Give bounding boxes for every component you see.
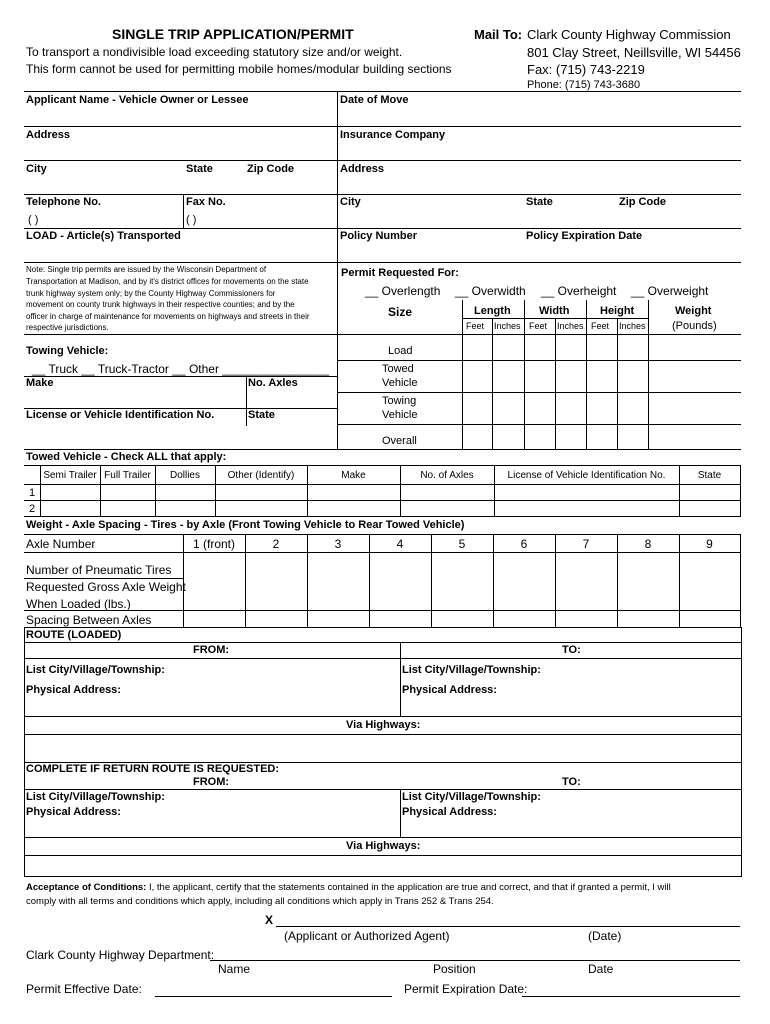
width-header: Width xyxy=(539,305,570,317)
length-inches-subheader: Inches xyxy=(494,321,521,331)
towing-axles-label: No. Axles xyxy=(248,377,298,389)
axle-number-9: 9 xyxy=(706,537,713,551)
pounds-subheader: (Pounds) xyxy=(672,320,717,332)
route-to-label: TO: xyxy=(562,644,581,656)
insurance-address-label: Address xyxy=(340,163,385,175)
return-via-label: Via Highways: xyxy=(346,840,421,852)
load-field[interactable] xyxy=(25,244,335,261)
return-to-label: TO: xyxy=(562,776,581,788)
address-field[interactable] xyxy=(25,142,335,159)
length-header: Length xyxy=(474,305,511,317)
axle-number-3: 3 xyxy=(334,537,342,551)
axle-spacing-label: Spacing Between Axles xyxy=(26,613,152,627)
applicant-name-field[interactable] xyxy=(25,108,335,125)
towed-col-full: Full Trailer xyxy=(104,470,151,481)
axle-number-2: 2 xyxy=(272,537,280,551)
weight-header: Weight xyxy=(675,305,712,317)
dept-position-caption: Position xyxy=(433,962,476,976)
policy-field[interactable] xyxy=(338,244,738,261)
return-from-address-label: Physical Address: xyxy=(26,806,121,818)
route-from-address-label: Physical Address: xyxy=(26,684,121,696)
length-feet-subheader: Feet xyxy=(466,321,485,331)
axle-number-label: Axle Number xyxy=(26,537,96,551)
acceptance-text-2: comply with all terms and conditions which apply, including all conditions which apply in Trans 252 & Trans 254. xyxy=(26,896,494,907)
highway-department-label: Clark County Highway Department: xyxy=(26,948,215,962)
city-state-zip-field[interactable] xyxy=(25,176,335,193)
towed-col-axles: No. of Axles xyxy=(420,470,474,481)
towing-license-label: License or Vehicle Identification No. xyxy=(26,409,215,421)
fax-label: Fax No. xyxy=(186,196,226,208)
towing-vehicle-label: Towing Vehicle: xyxy=(26,345,109,357)
state-label: State xyxy=(186,163,213,175)
towed-col-make: Make xyxy=(341,470,366,481)
towed-row-1: 1 xyxy=(28,487,36,499)
overlength-checkbox[interactable]: __ Overlength xyxy=(365,284,441,298)
dept-date-caption: Date xyxy=(588,962,614,976)
policy-expiration-label: Policy Expiration Date xyxy=(526,230,643,242)
pneumatic-tires-label: Number of Pneumatic Tires xyxy=(26,563,172,577)
form-title: SINGLE TRIP APPLICATION/PERMIT xyxy=(112,26,354,42)
return-to-city-label: List City/Village/Township: xyxy=(402,791,541,803)
height-feet-subheader: Feet xyxy=(591,321,610,331)
acceptance-text: Acceptance of Conditions: I, the applicant, certify that the statements contained in the application are true and correct, and that if granted a permit, I will xyxy=(26,882,671,893)
insurance-zip-label: Zip Code xyxy=(619,196,667,208)
towed-col-state: State xyxy=(697,470,722,481)
fax-field[interactable]: ( ) xyxy=(186,214,197,226)
overheight-checkbox[interactable]: __ Overheight xyxy=(541,284,617,298)
insurance-company-field[interactable] xyxy=(338,142,738,159)
route-from-city-label: List City/Village/Township: xyxy=(26,664,165,676)
route-to-field[interactable] xyxy=(402,699,739,715)
applicant-agent-caption: (Applicant or Authorized Agent) xyxy=(284,929,450,943)
insurance-address-field[interactable] xyxy=(338,176,738,193)
mail-phone: Phone: (715) 743-3680 xyxy=(527,79,641,91)
width-inches-subheader: Inches xyxy=(557,321,584,331)
size-row-towing: Towing xyxy=(382,395,417,407)
towed-vehicle-title: Towed Vehicle - Check ALL that apply: xyxy=(26,451,227,463)
date-of-move-label: Date of Move xyxy=(340,94,409,106)
gross-axle-weight-label: Requested Gross Axle Weight xyxy=(26,580,186,594)
axle-number-4: 4 xyxy=(396,537,404,551)
height-inches-subheader: Inches xyxy=(619,321,646,331)
telephone-field[interactable]: ( ) xyxy=(28,214,39,226)
route-via-field[interactable] xyxy=(25,735,739,761)
applicant-date-caption: (Date) xyxy=(588,929,622,943)
towed-col-semi: Semi Trailer xyxy=(43,470,97,481)
insurance-company-label: Insurance Company xyxy=(340,129,446,141)
towing-vehicle-options[interactable]: __ Truck __ Truck-Tractor __ Other ________________ xyxy=(32,362,330,376)
mail-line-2: 801 Clay Street, Neillsville, WI 54456 xyxy=(527,45,741,60)
route-from-label: FROM: xyxy=(193,644,230,656)
applicant-signature-field[interactable] xyxy=(276,910,740,926)
towed-col-dollies: Dollies xyxy=(169,470,200,481)
overweight-checkbox[interactable]: __ Overweight xyxy=(631,284,709,298)
form-subtitle-2: This form cannot be used for permitting mobile homes/modular building sections xyxy=(26,62,452,76)
acceptance-label: Acceptance of Conditions: xyxy=(26,882,147,893)
form-subtitle: To transport a nondivisible load exceeding statutory size and/or weight. xyxy=(26,45,403,59)
permit-effective-field[interactable] xyxy=(155,980,392,996)
permit-expiration-label: Permit Expiration Date: xyxy=(404,982,528,996)
city-label: City xyxy=(26,163,47,175)
route-from-field[interactable] xyxy=(25,699,398,715)
return-from-label: FROM: xyxy=(193,776,230,788)
zip-label: Zip Code xyxy=(247,163,295,175)
overwidth-checkbox[interactable]: __ Overwidth xyxy=(455,284,526,298)
axle-number-6: 6 xyxy=(520,537,528,551)
width-feet-subheader: Feet xyxy=(529,321,548,331)
axle-number-8: 8 xyxy=(644,537,652,551)
axle-title: Weight - Axle Spacing - Tires - by Axle (Front Towing Vehicle to Rear Towed Vehicle) xyxy=(26,519,465,531)
route-loaded-title: ROUTE (LOADED) xyxy=(26,629,122,641)
route-via-label: Via Highways: xyxy=(346,719,421,731)
size-row-load: Load xyxy=(388,345,413,357)
size-row-towed-2: Vehicle xyxy=(382,377,418,389)
gross-axle-weight-label-2: When Loaded (lbs.) xyxy=(26,597,131,611)
mail-line-3: Fax: (715) 743-2219 xyxy=(527,62,645,77)
return-to-field[interactable] xyxy=(402,820,739,836)
return-via-field[interactable] xyxy=(25,856,739,875)
date-of-move-field[interactable] xyxy=(338,108,738,125)
mail-to-label: Mail To: xyxy=(474,27,523,42)
telephone-label: Telephone No. xyxy=(26,196,101,208)
size-row-overall: Overall xyxy=(382,435,417,447)
size-header: Size xyxy=(388,305,413,319)
insurance-state-label: State xyxy=(526,196,553,208)
permit-effective-label: Permit Effective Date: xyxy=(26,982,142,996)
axle-number-1: 1 (front) xyxy=(192,537,235,551)
return-from-city-label: List City/Village/Township: xyxy=(26,791,165,803)
load-label: LOAD - Article(s) Transported xyxy=(26,230,181,242)
dept-name-caption: Name xyxy=(218,962,251,976)
size-row-towed: Towed xyxy=(382,363,414,375)
return-route-title: COMPLETE IF RETURN ROUTE IS REQUESTED: xyxy=(26,763,280,775)
permit-expiration-field[interactable] xyxy=(522,980,740,996)
address-label: Address xyxy=(26,129,71,141)
signature-x: X xyxy=(265,913,274,927)
insurance-city-label: City xyxy=(340,196,361,208)
height-header: Height xyxy=(600,305,635,317)
return-to-address-label: Physical Address: xyxy=(402,806,497,818)
policy-number-label: Policy Number xyxy=(340,230,418,242)
towed-row-2: 2 xyxy=(28,503,36,515)
return-from-field[interactable] xyxy=(25,820,398,836)
towed-col-other: Other (Identify) xyxy=(227,470,295,481)
towing-make-label: Make xyxy=(26,377,54,389)
applicant-name-label: Applicant Name - Vehicle Owner or Lessee xyxy=(26,94,249,106)
axle-number-5: 5 xyxy=(458,537,466,551)
mail-line-1: Clark County Highway Commission xyxy=(527,27,731,42)
route-to-address-label: Physical Address: xyxy=(402,684,497,696)
axle-number-7: 7 xyxy=(582,537,590,551)
route-to-city-label: List City/Village/Township: xyxy=(402,664,541,676)
towed-col-license: License of Vehicle Identification No. xyxy=(507,470,666,481)
towing-state-label: State xyxy=(248,409,275,421)
permit-requested-label: Permit Requested For: xyxy=(341,267,459,279)
size-row-towing-2: Vehicle xyxy=(382,409,418,421)
department-signature-field[interactable] xyxy=(210,944,740,960)
